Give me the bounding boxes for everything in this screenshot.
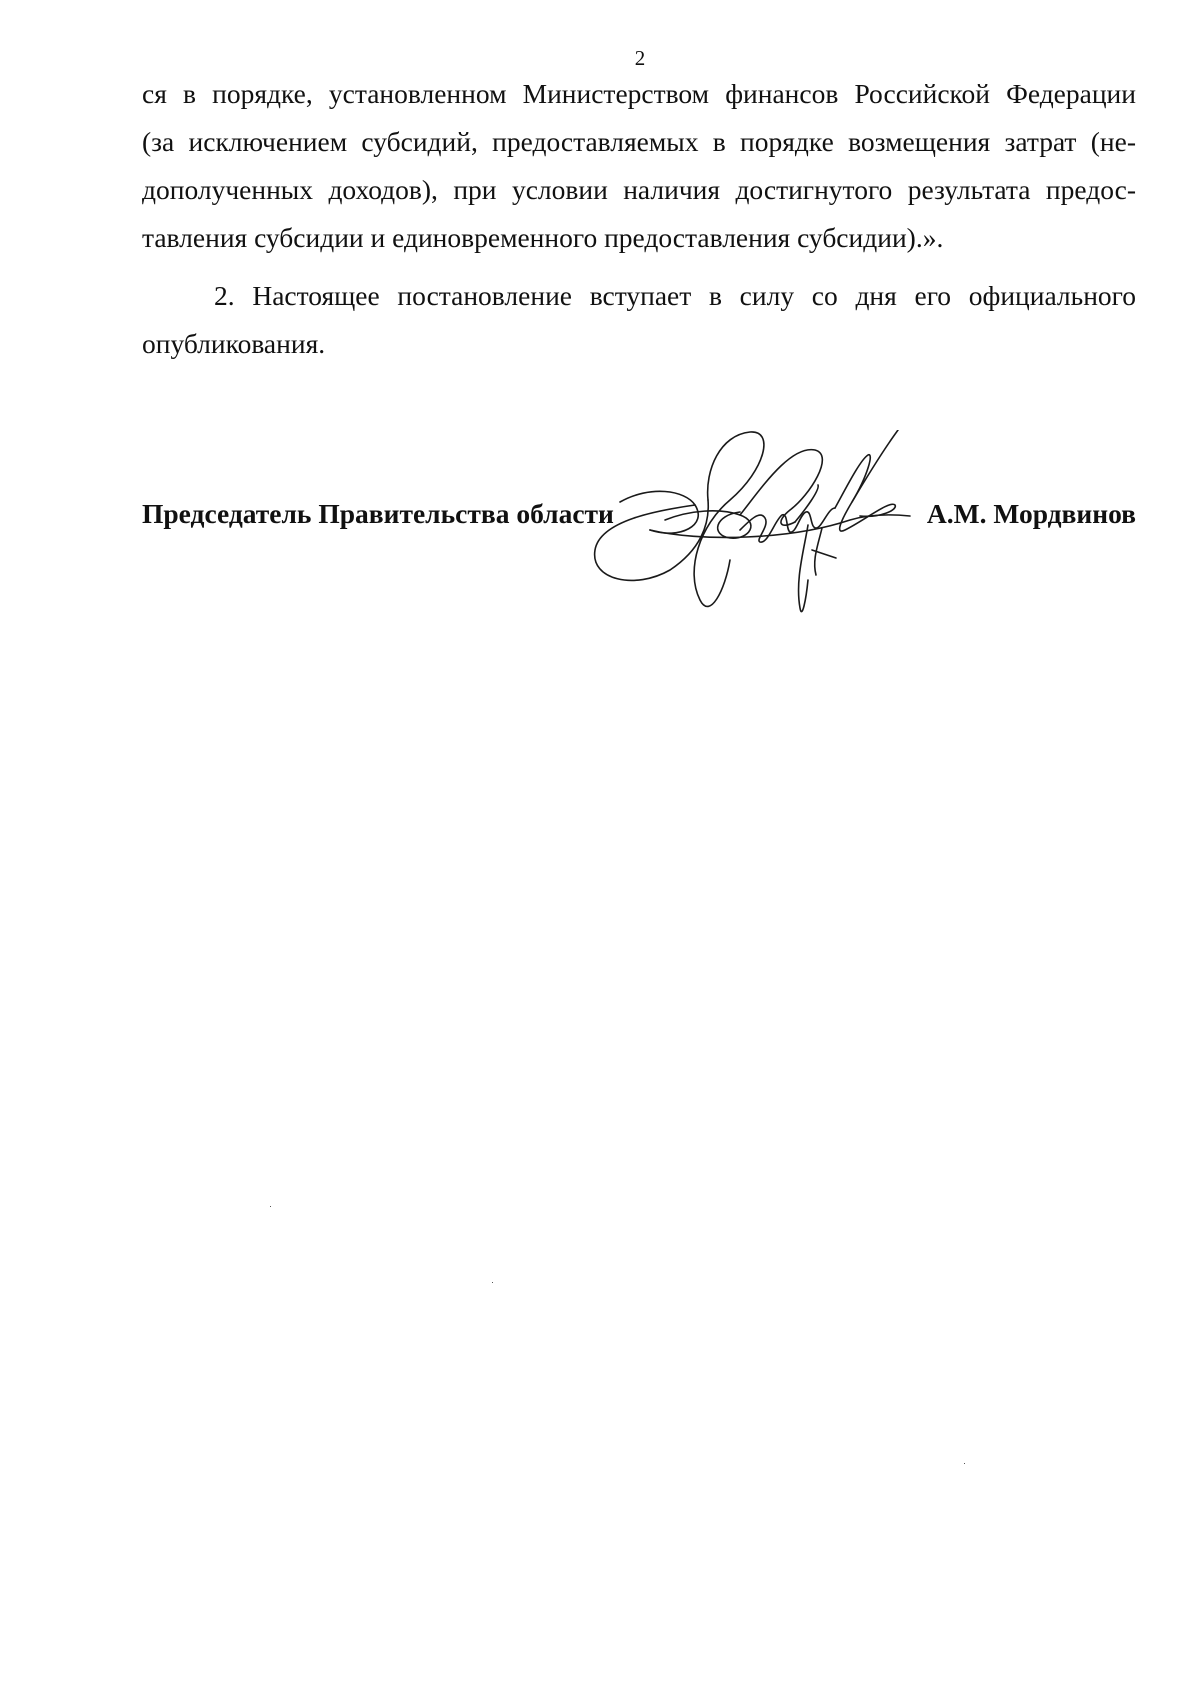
paragraph-1-line-4: тавления субсидии и единовременного предоставления субсидии).». xyxy=(142,222,944,253)
document-body xyxy=(142,70,1136,368)
paragraph-2-line-2: опубликования. xyxy=(142,328,326,359)
paragraph-gap xyxy=(142,262,1136,272)
paragraph-1-line-1: ся в порядке, установленном Министерством финансов Российской Федерации xyxy=(142,78,1136,109)
scan-speck xyxy=(270,1206,271,1207)
signatory-name: А.М. Мордвинов xyxy=(926,498,1136,529)
paragraph-1-line-2: (за исключением субсидий, предоставляемых в порядке возмещения затрат (не- xyxy=(142,126,1136,157)
scan-speck xyxy=(964,1463,965,1464)
handwritten-signature-icon xyxy=(590,430,950,630)
scan-speck xyxy=(492,1282,493,1283)
page-number: 2 xyxy=(634,46,646,70)
signatory-title: Председатель Правительства области xyxy=(142,498,614,529)
paragraph-2-line-1: 2. Настоящее постановление вступает в силу со дня его официального xyxy=(214,280,1136,311)
paragraph-1-line-3: дополученных доходов), при условии наличия достигнутого результата предос- xyxy=(142,174,1136,205)
